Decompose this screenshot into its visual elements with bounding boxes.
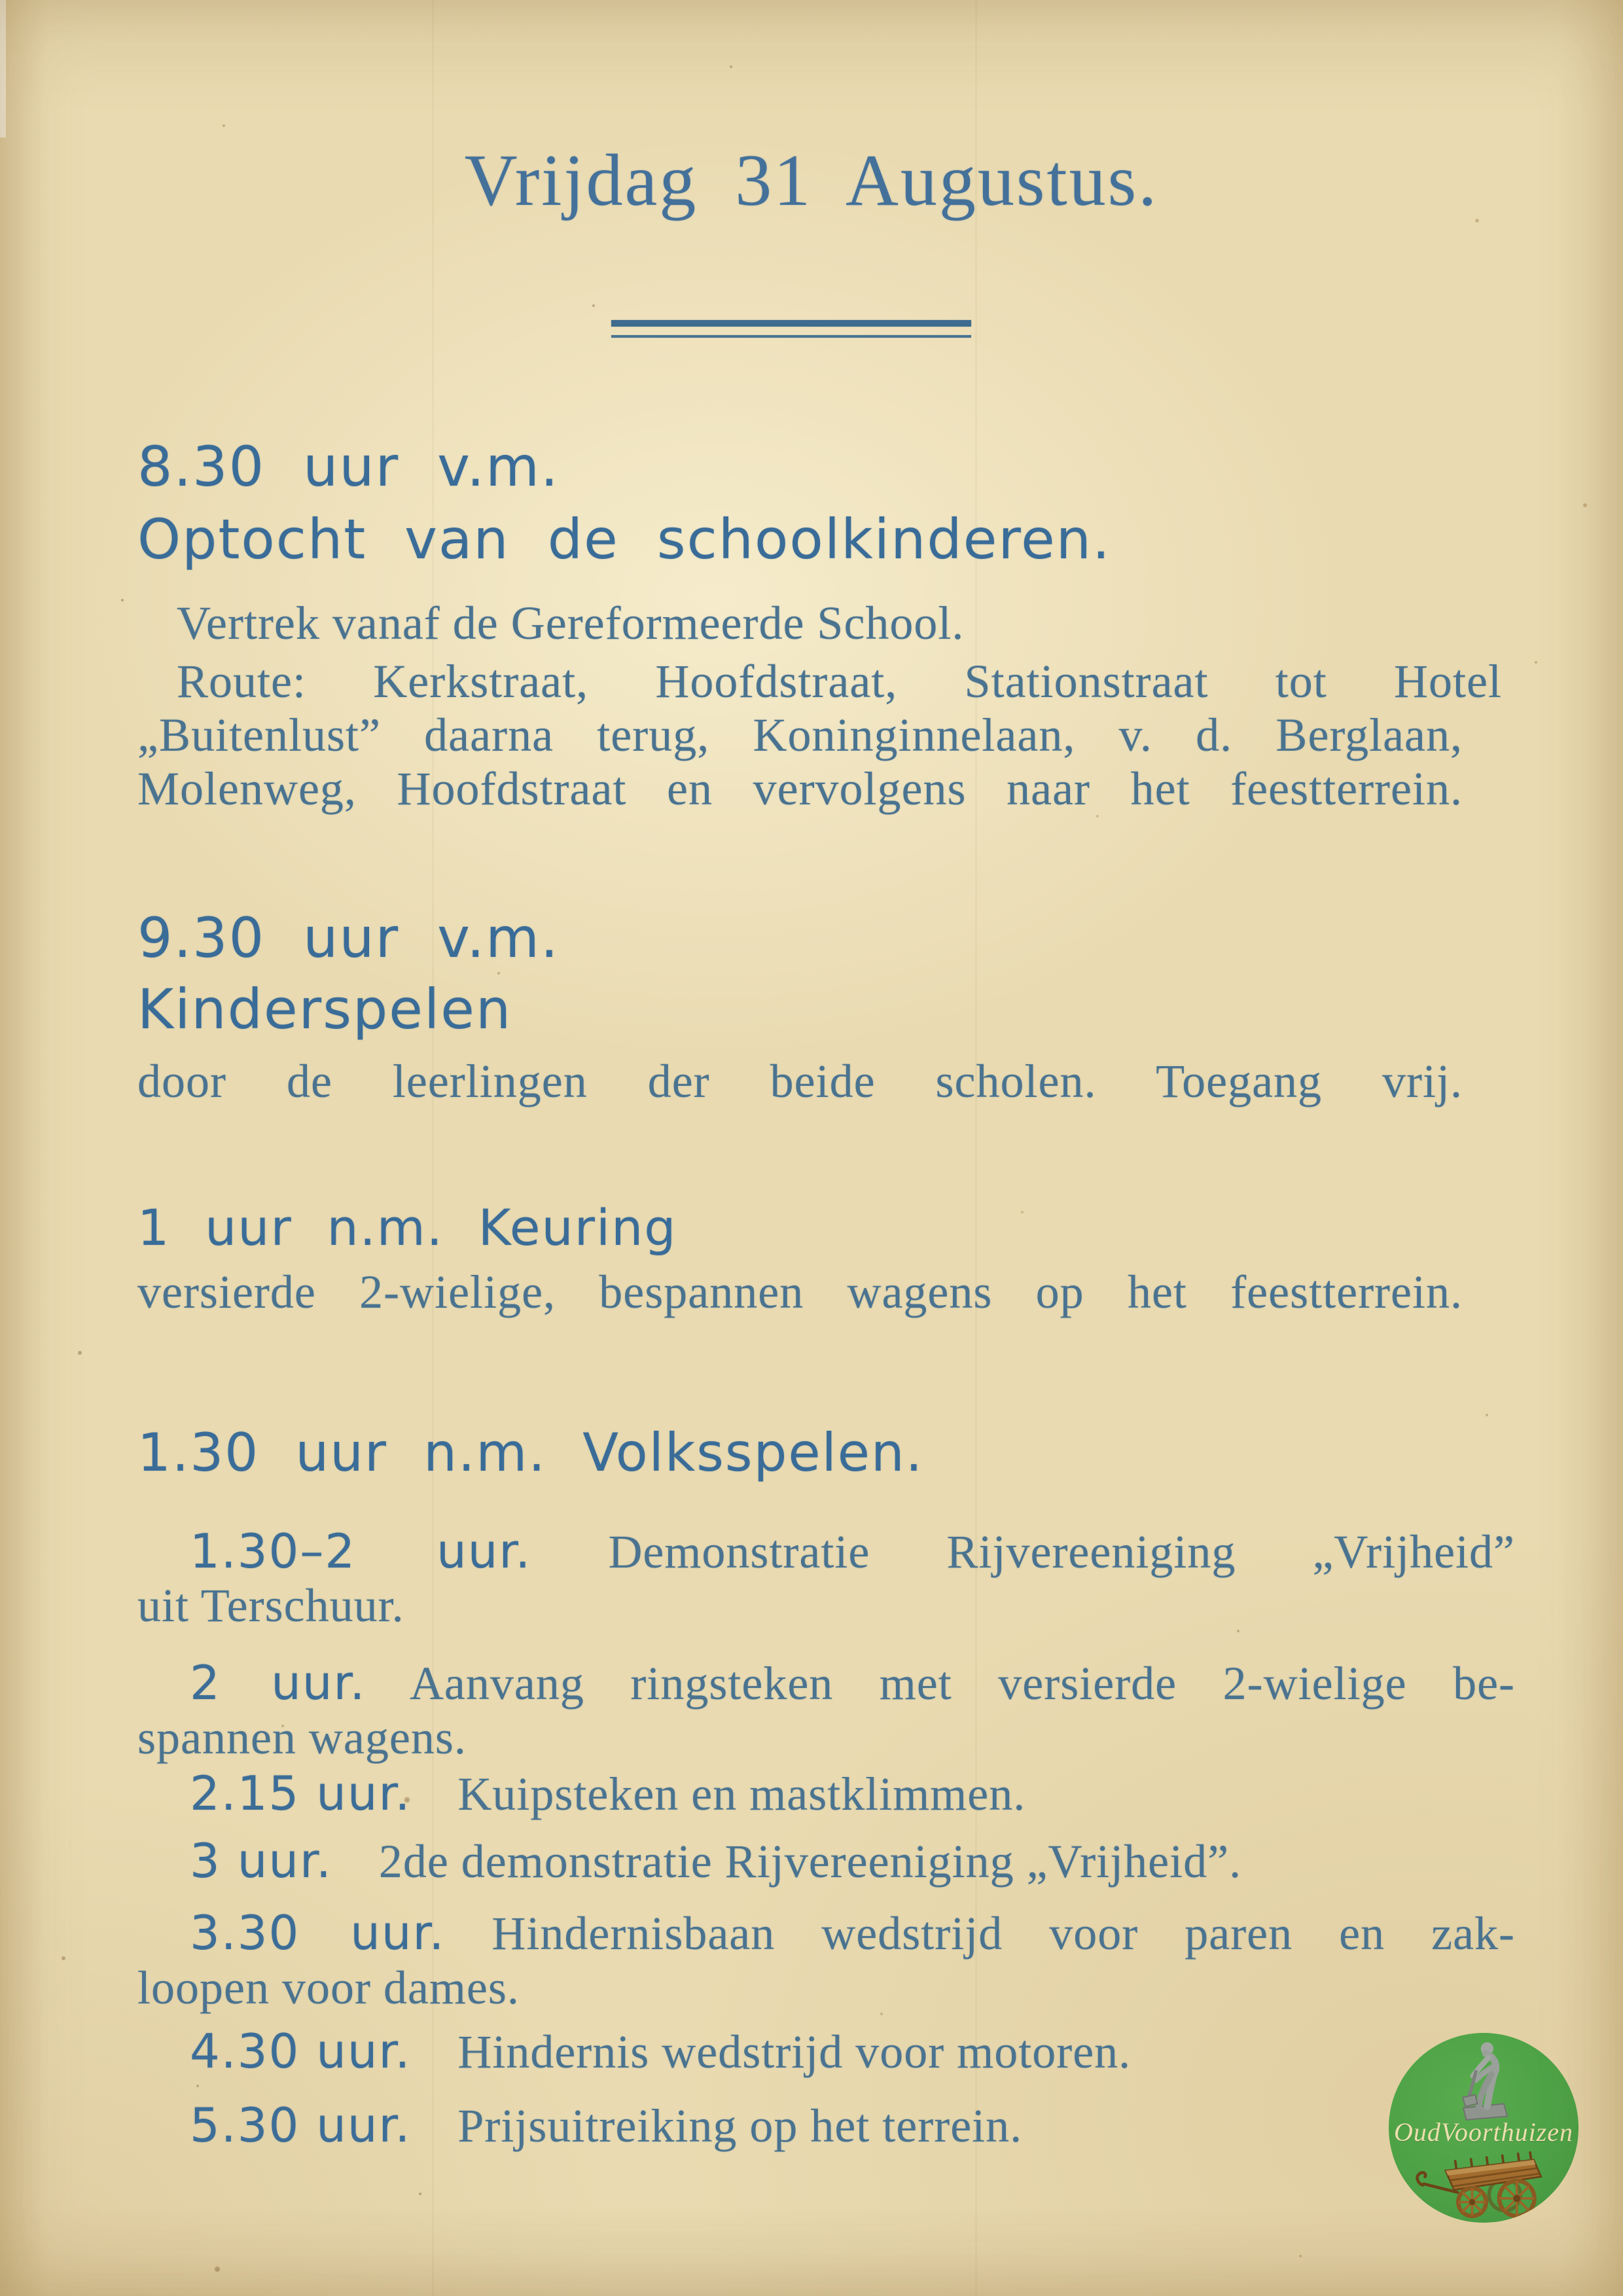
digging-man-statue-icon <box>1445 2038 1522 2122</box>
item6-desc: Hindernis wedstrijd voor motoren. <box>457 2026 1132 2078</box>
section2-body-line <box>137 1054 1463 1109</box>
item1-desc-line2: uit Terschuur. <box>137 1579 404 1632</box>
item7-desc: Prijsuitreiking op het terrein. <box>457 2100 1023 2152</box>
item3-desc: Kuipsteken en mastklimmen. <box>457 1768 1026 1820</box>
section3-heading: 1 uur n.m. Keuring <box>137 1198 677 1257</box>
section1-heading: Optocht van de schoolkinderen. <box>137 507 1111 571</box>
section2-time-heading: 9.30 uur v.m. <box>137 906 560 970</box>
scan-edge-artifact <box>0 0 6 137</box>
watermark-text: OudVoorthuizen <box>1394 2117 1573 2147</box>
item1-time: 1.30–2 uur. <box>190 1524 532 1579</box>
program-item <box>137 1834 1515 1889</box>
section2-heading: Kinderspelen <box>137 977 512 1041</box>
item6-time: 4.30 uur. <box>190 2024 412 2079</box>
section4-heading: 1.30 uur n.m. Volksspelen. <box>137 1422 924 1483</box>
section1-paragraph: Vertrek vanaf de Gereformeerde School. <box>177 597 965 649</box>
item5-desc-line1: Hindernisbaan wedstrijd voor paren en zak- <box>491 1907 1515 1960</box>
item2-desc-line2: spannen wagens. <box>137 1712 467 1764</box>
oudvoorthuizen-watermark <box>1389 2033 1578 2223</box>
program-item <box>137 2024 1515 2079</box>
item5-desc-line2: loopen voor dames. <box>137 1962 520 2014</box>
section3-body: versierde 2-wielige, bespannen wagens op het feestterrein. <box>137 1266 1463 1318</box>
section2-body: door de leerlingen der beide scholen. <box>137 1055 1097 1107</box>
section1-route-line2: „Buitenlust” daarna terug, Koninginnelaan, v. d. Berglaan, <box>137 709 1463 761</box>
divider-thin-rule <box>611 335 971 338</box>
section1-route-line1: Route: Kerkstraat, Hoofdstraat, Stationstraat tot Hotel <box>177 655 1502 708</box>
program-item <box>137 1656 1515 1711</box>
paper-specks <box>0 0 3 3</box>
item1-desc-line1: Demonstratie Rijvereeniging „Vrijheid” <box>608 1526 1516 1578</box>
item3-time: 2.15 uur. <box>190 1766 412 1821</box>
item4-desc: 2de demonstratie Rijvereeniging „Vrijheid”. <box>378 1835 1242 1888</box>
section2-admission-note: Toegang vrij. <box>1156 1055 1463 1107</box>
program-item <box>137 2098 1515 2153</box>
divider-thick-rule <box>611 320 971 327</box>
program-item <box>137 1524 1515 1579</box>
item4-time: 3 uur. <box>190 1833 332 1888</box>
title-divider <box>611 320 971 338</box>
item7-time: 5.30 uur. <box>190 2098 412 2153</box>
item2-desc-line1: Aanvang ringsteken met versierde 2-wielige be- <box>409 1657 1516 1710</box>
item2-time: 2 uur. <box>190 1655 366 1710</box>
program-item <box>137 1767 1515 1821</box>
section1-time-heading: 8.30 uur v.m. <box>137 435 560 499</box>
section1-route-line3: Molenweg, Hoofdstraat en vervolgens naar het feestterrein. <box>137 762 1463 815</box>
wooden-wagon-icon <box>1400 2143 1567 2221</box>
page-title: Vrijdag 31 Augustus. <box>464 140 1159 221</box>
program-item <box>137 1906 1515 1961</box>
item5-time: 3.30 uur. <box>190 1905 446 1960</box>
